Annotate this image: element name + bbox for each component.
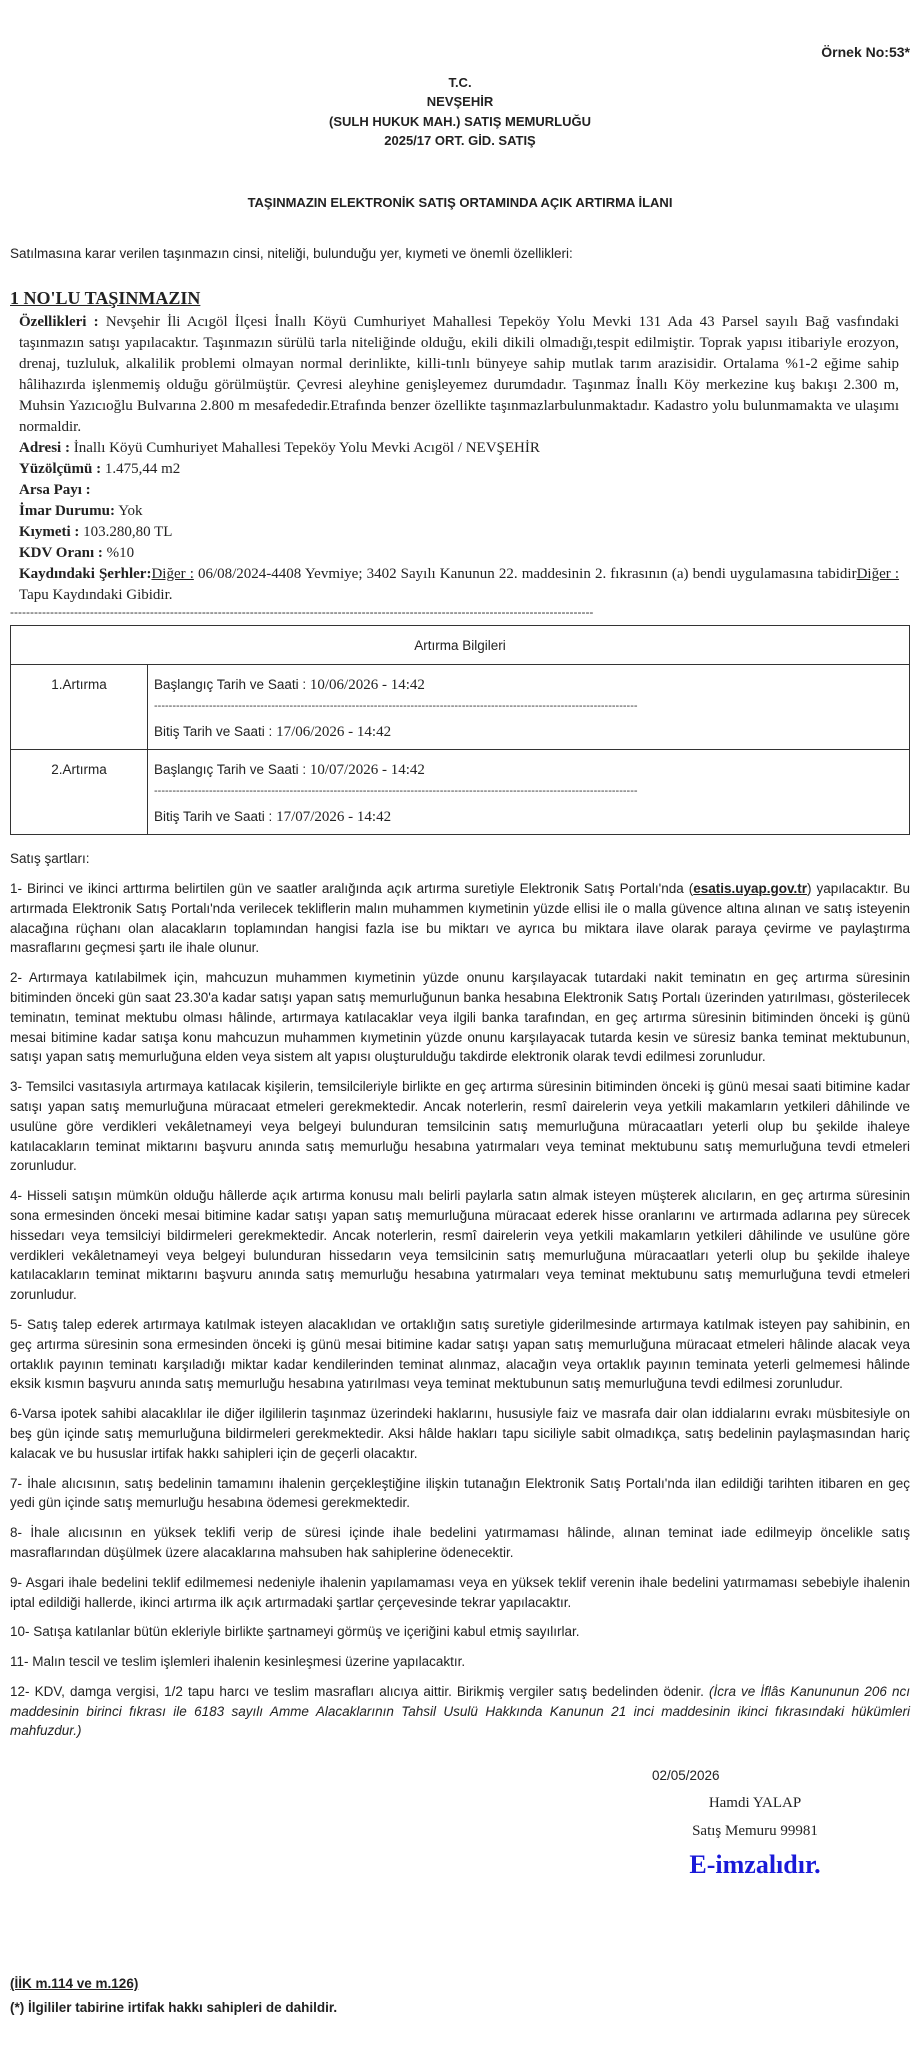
e-signature-stamp: E-imzalıdır. [689,1850,821,1879]
start-label: Başlangıç Tarih ve Saati : [154,762,307,777]
share-label: Arsa Payı : [19,482,91,498]
auction-table [10,625,910,835]
property-details [19,312,899,606]
zoning-row [19,501,899,522]
auction-start [154,762,903,779]
header-city: NEVŞEHİR [426,94,494,109]
term-text: 1- Birinci ve ikinci arttırma belirtilen gün ve saatler aralığında açık artırma suretiyle Elektronik Satış Portalı'nda ( [10,881,694,896]
records-text: Tapu Kaydındaki Gibidir. [19,587,173,603]
footer-reference: (İİK m.114 ve m.126) [10,1976,139,1991]
auction-round-name: 1.Artırma [11,665,148,750]
header-office: (SULH HUKUK MAH.) SATIŞ MEMURLUĞU [329,114,591,129]
term-legal-note: (İcra ve İflâs Kanununun 206 ncı maddesinin birinci fıkrası ile 6183 sayılı Amme Alacaklarının Tahsil Usulü Hakkında Kanunun 21 inci maddesinin ikinci fıkrasındaki hükümleri mahfuzdur.) [10,1683,910,1739]
features-label: Özellikleri : [19,314,99,330]
start-value: 10/07/2026 - 14:42 [309,762,425,778]
auction-row [11,665,910,750]
term-10: 10- Satışa katılanlar bütün ekleriyle birlikte şartnameyi görmüş ve içeriğini kabul etmiş sayılırlar. [10,1624,580,1640]
header-tc: T.C. [448,75,472,90]
area-value: 1.475,44 m2 [104,461,181,477]
value-amount: 103.280,80 TL [83,524,173,540]
footer-note: (*) İlgililer tabirine irtifak hakkı sahipleri de dahildir. [10,2000,338,2015]
area-row [19,459,899,480]
vat-row [19,543,899,564]
end-value: 17/06/2026 - 14:42 [276,724,392,740]
terms-title: Satış şartları: [10,851,90,866]
end-label: Bitiş Tarih ve Saati : [154,809,273,824]
start-label: Başlangıç Tarih ve Saati : [154,677,307,692]
records-row [19,564,899,606]
address-label: Adresi : [19,440,70,456]
auction-end [154,724,903,741]
features-text: Nevşehir İli Acıgöl İlçesi İnallı Köyü Cumhuriyet Mahallesi Tepeköy Yolu Mevki 131 Ada 43 Parsel sayılı Bağ vasfındaki taşınmazın satışı yapılacaktır. Taşınmazın sürülü tarla niteliğinde olduğu, ekili dikili olmadığı,tespit edilmiştir. Toprak yapısı itibariyle erozyon, drenaj, tuzluluk, alkalilik problemi olmayan normal derinlikte, killi-tınlı bünyeye sahip mutlak tarım arazisidir. Ortalama %1-2 eğime sahip hâlihazırda işlenmemiş olduğu görülmüştür. Çevresi aleyhine genişleyemez durumdadır. Taşınmaz İnallı Köy merkezine kuş bakışı 2.300 m, Muhsin Yazıcıoğlu Bulvarına 2.800 m mesafededir.Etrafında benzer özellikte taşınmazlarbulunmaktadır. Kadastro yolu bulunmamakta ve ulaşımı normaldir. [19,314,900,435]
header-file-number: 2025/17 ORT. GİD. SATIŞ [384,133,536,148]
value-label: Kıymeti : [19,524,80,540]
term-7: 7- İhale alıcısının, satış bedelinin tamamını ihalenin gerçekleştiğine ilişkin tutanağın Elektronik Satış Portalı'nda ilan edildiği tarihten itibaren en geç yedi gün içinde satış memurluğu hesabına ödemesi gerekmektedir. [10,1475,910,1511]
intro-text: Satılmasına karar verilen taşınmazın cinsi, niteliği, bulunduğu yer, kıymeti ve önemli özellikleri: [10,246,573,261]
signer-title: Satış Memuru 99981 [692,1823,818,1839]
property-heading: 1 NO'LU TAŞINMAZIN [10,288,201,308]
term-12 [10,1682,910,1741]
term-8: 8- İhale alıcısının en yüksek teklifi verip de süresi içinde ihale bedelini yatırmaması hâlinde, alınan teminat iade edilmeyip öncelikle satış masraflarından düşülmek üzere alacaklarına mahsuben hak sahiplerine ödenecektir. [10,1525,910,1560]
end-value: 17/07/2026 - 14:42 [276,809,392,825]
sample-number: Örnek No:53* [821,44,910,60]
address-value: İnallı Köyü Cumhuriyet Mahallesi Tepeköy Yolu Mevki Acıgöl / NEVŞEHİR [73,440,540,456]
term-3: 3- Temsilci vasıtasıyla artırmaya katılacak kişilerin, temsilcileriyle birlikte en geç artırma süresinin bitiminden önceki iş günü mesai saati bitimine kadar satışı yapan satış memurluğuna müracaat etmeleri gerekmektedir. Ancak noterlerin, resmî dairelerin veya yetkili makamların yetkileri dâhilinde ve usulüne göre verdikleri vekâletnameyi veya belgeyi bulunduran temsilcinin satış memurluğuna müracaatları yeterli olup bu şekilde ihaleye katılacakların teminat miktarını başvuru anında satış memurluğu hesabına yatırmaları veya teminat mektubunu satış memurluğuna tevdi etmeleri zorunludur. [10,1079,910,1174]
vat-label: KDV Oranı : [19,545,103,561]
features-row [19,312,899,438]
auction-table-heading: Artırma Bilgileri [11,626,910,665]
zoning-value: Yok [118,503,143,519]
end-label: Bitiş Tarih ve Saati : [154,724,273,739]
term-4: 4- Hisseli satışın mümkün olduğu hâllerde açık artırma konusu malı belirli paylarla satın almak isteyen müşterek alıcıların, en geç artırma süresinin sona ermesinden önceki mesai bitimine kadar satışı yapan satış memurluğuna müracaat ederek hisse oranlarını ve artırmada adlarına pey sürecek hissedarı veya temsilciyi bildirmeleri gerekmektedir. Ancak noterlerin, resmî dairelerin veya yetkili makamların yetkileri dâhilinde ve usulüne göre verdikleri vekâletnameyi veya belgeyi bulunduran hissedarın veya temsilcinin satış memurluğuna müracaatları yeterli olup bu şekilde ihaleye katılacakların teminat miktarını başvuru anında satış memurluğu hesabına yatırmaları veya teminat mektubunu satış memurluğuna tevdi etmeleri zorunludur. [10,1188,910,1303]
other-label: Diğer : [856,566,900,582]
term-text: 12- KDV, damga vergisi, 1/2 tapu harcı ve teslim masrafları alıcıya aittir. Birikmiş vergiler satış bedelinden ödenir. [10,1683,704,1699]
vat-value: %10 [106,545,135,561]
auction-start [154,677,903,694]
auction-separator: ------------------------------------------------------------------------------------------------------------------------------------ [154,785,638,797]
auction-end [154,809,903,826]
auction-separator: ------------------------------------------------------------------------------------------------------------------------------------ [154,700,638,712]
term-1 [10,879,910,958]
auction-row [11,750,910,835]
start-value: 10/06/2026 - 14:42 [309,677,425,693]
other-label: Diğer : [151,566,194,582]
term-5: 5- Satış talep ederek artırmaya katılmak isteyen alacaklıdan ve ortaklığın satış suretiyle giderilmesinde artırmaya katılmak isteyen pay sahibinin, en geç artırma süresinin sona ermesinden önceki iş günü mesai bitimine kadar satışı yapan satış memurluğuna müracaat etmeleri hâlinde alacak veya ortaklık payının teminatı karşıladığı miktar kadar kendilerinden teminat alınmaz, alacağın veya ortaklık payının teminata yeterli gelmemesi hâlinde eksik kısmın başvuru anında satış memurluğu hesabına yatırılması veya teminat mektubunun satış memurluğuna tevdi edilmesi zorunludur. [10,1316,910,1392]
terms-list [10,879,910,1751]
term-11: 11- Malın tescil ve teslim işlemleri ihalenin kesinleşmesi üzerine yapılacaktır. [10,1654,466,1670]
document-title: TAŞINMAZIN ELEKTRONİK SATIŞ ORTAMINDA AÇIK ARTIRMA İLANI [247,195,673,210]
records-text: 06/08/2024-4408 Yevmiye; 3402 Sayılı Kanunun 22. maddesinin 2. fıkrasının (a) bendi uygulamasına tabidir [197,566,857,582]
auction-round-name: 2.Artırma [11,750,148,835]
divider-line: -------------------------------------------------------------------------------------------------------------------------------------------------- [10,605,594,619]
signature-date: 02/05/2026 [652,1768,720,1783]
address-row [19,438,899,459]
term-6: 6-Varsa ipotek sahibi alacaklılar ile diğer ilgililerin taşınmaz üzerindeki haklarını, hususiyle faiz ve masrafa dair olan iddialarını evrakı müsbitesiyle on beş gün içinde satış memurluğuna bildirmeleri gerekmektedir. Aksi hâlde hakları tapu siciliyle sabit olmadıkça, satış bedelinin paylaşmasından hariç kalacak ve bu hususlar irtifak hakkı sahipleri için de geçerli olacaktır. [10,1406,910,1461]
term-text: ) yapılacaktır. Bu artırmada Elektronik Satış Portalı'nda verilecek tekliflerin malın muhammen kıymetinin yüzde ellisi ile o malla güvence altına alınan ve satış isteyenin alacağına rüçhanı olan alacakların toplamından hangisi fazla ise bu miktarı ve ayrıca bu miktara ilave olarak paraya çevirme ve paylaştırma masraflarını geçmesi şartı ile ihale olunur. [10,881,910,956]
term-9: 9- Asgari ihale bedelini teklif edilmemesi nedeniyle ihalenin yapılamaması veya en yüksek teklif verenin ihale bedelini yatırmaması sebebiyle ihalenin iptal edildiği hallerde, ikinci artırma ilk açık artırmadaki şartlar çerçevesinde tekrar yapılacaktır. [10,1574,910,1610]
share-row [19,480,899,501]
portal-link[interactable]: esatis.uyap.gov.tr [693,881,807,896]
value-row [19,522,899,543]
zoning-label: İmar Durumu: [19,503,115,519]
signer-name: Hamdi YALAP [708,1795,802,1811]
records-label: Kaydındaki Şerhler: [19,566,152,582]
area-label: Yüzölçümü : [19,461,102,477]
term-2: 2- Artırmaya katılabilmek için, mahcuzun muhammen kıymetinin yüzde onunu karşılayacak tutardaki nakit teminatın en geç artırma süresinin bitiminden önceki gün saat 23.30'a kadar satışı yapan satış memurluğunun banka hesabına Elektronik Satış Portalı üzerinden yatırılması, gösterilecek teminatın, teminat mektubu olması hâlinde, artırmaya katılacaklar veya ilgili banka tarafından, en geç artırma süresinin bitiminden önceki iş günü mesai bitimine kadar satışa konu mahcuzun muhammen kıymetinin yüzde onunu karşılayacak tutarda kesin ve süresiz banka teminat mektubunun, satışı yapan satış memurluğuna elden veya sistem alt yapısı oluşturulduğu takdirde elektronik olarak tevdi edilmesi zorunludur. [10,970,910,1065]
